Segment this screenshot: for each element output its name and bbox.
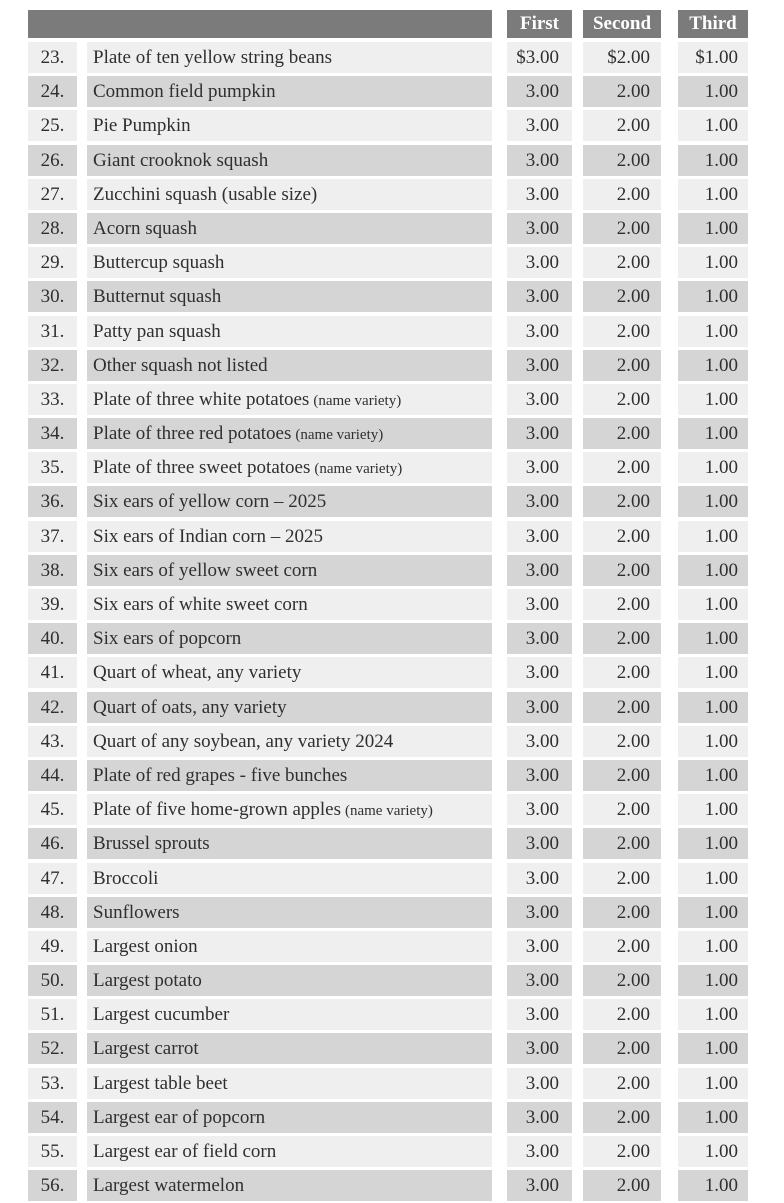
item-description-note: (name variety): [314, 461, 403, 478]
item-description-cell: [87, 350, 492, 381]
item-description-cell: [87, 247, 492, 278]
item-description-text: Plate of three red potatoes: [93, 423, 292, 445]
table-row: [28, 760, 748, 791]
first-prize-cell: 3.00: [507, 623, 572, 654]
first-prize-cell: 3.00: [507, 794, 572, 825]
row-number-cell: 50.: [28, 965, 77, 996]
row-number-cell: 38.: [28, 555, 77, 586]
item-description-cell: [87, 110, 492, 141]
item-description-text: Plate of red grapes - five bunches: [93, 764, 348, 786]
second-prize-cell: 2.00: [583, 486, 661, 517]
item-description-cell: [87, 794, 492, 825]
item-description-text: Plate of ten yellow string beans: [93, 47, 333, 68]
row-number-cell: 40.: [28, 623, 77, 654]
item-description-cell: [87, 145, 492, 176]
second-prize-cell: 2.00: [583, 623, 661, 654]
second-prize-cell: 2.00: [583, 316, 661, 347]
third-prize-cell: 1.00: [678, 1170, 748, 1201]
item-description-text: Broccoli: [93, 867, 159, 889]
table-row: [28, 1102, 748, 1133]
third-prize-cell: 1.00: [678, 486, 748, 517]
first-prize-cell: 3.00: [507, 897, 572, 928]
first-prize-cell: 3.00: [507, 999, 572, 1030]
second-prize-cell: $2.00: [583, 42, 661, 73]
item-description-text: Butternut squash: [93, 286, 222, 308]
row-number-cell: 52.: [28, 1033, 77, 1064]
second-prize-cell: 2.00: [583, 384, 661, 415]
item-description-cell: [87, 452, 492, 483]
first-prize-cell: 3.00: [507, 1033, 572, 1064]
row-number-cell: 36.: [28, 486, 77, 517]
second-prize-cell: 2.00: [583, 110, 661, 141]
table-row: [28, 179, 748, 210]
third-prize-cell: 1.00: [678, 350, 748, 381]
item-description-text: Six ears of popcorn: [93, 628, 242, 650]
third-prize-cell: 1.00: [678, 1102, 748, 1133]
third-prize-cell: 1.00: [678, 179, 748, 210]
table-row: [28, 931, 748, 962]
second-prize-cell: 2.00: [583, 213, 661, 244]
first-prize-cell: 3.00: [507, 965, 572, 996]
first-prize-cell: 3.00: [507, 418, 572, 449]
table-row: [28, 316, 748, 347]
third-prize-cell: 1.00: [678, 521, 748, 552]
table-row: [28, 1068, 748, 1099]
third-prize-cell: 1.00: [678, 965, 748, 996]
table-row: [28, 692, 748, 723]
third-prize-cell: 1.00: [678, 1068, 748, 1099]
row-number-cell: 27.: [28, 179, 77, 210]
second-prize-cell: 2.00: [583, 555, 661, 586]
second-prize-cell: 2.00: [583, 931, 661, 962]
row-number-cell: 34.: [28, 418, 77, 449]
first-prize-cell: 3.00: [507, 521, 572, 552]
item-description-cell: [87, 692, 492, 723]
third-prize-cell: 1.00: [678, 1136, 748, 1167]
second-prize-cell: 2.00: [583, 76, 661, 107]
table-row: [28, 145, 748, 176]
item-description-text: Largest ear of popcorn: [93, 1106, 266, 1128]
item-description-text: Plate of five home-grown apples: [93, 799, 341, 821]
item-description-note: (name variety): [295, 427, 384, 444]
item-description-note: (name variety): [313, 392, 402, 409]
third-prize-cell: 1.00: [678, 828, 748, 859]
table-row: [28, 657, 748, 688]
second-prize-cell: 2.00: [583, 657, 661, 688]
table-row: [28, 1136, 748, 1167]
first-prize-cell: 3.00: [507, 110, 572, 141]
first-prize-cell: 3.00: [507, 247, 572, 278]
table-body: [28, 42, 748, 1201]
second-prize-cell: 2.00: [583, 521, 661, 552]
second-prize-cell: 2.00: [583, 1170, 661, 1201]
row-number-cell: 48.: [28, 897, 77, 928]
item-description-cell: [87, 281, 492, 312]
row-number-cell: 24.: [28, 76, 77, 107]
row-number-cell: 45.: [28, 794, 77, 825]
second-prize-cell: 2.00: [583, 350, 661, 381]
item-description-text: Largest onion: [93, 935, 198, 957]
row-number-cell: 33.: [28, 384, 77, 415]
header-spacer-cell: [28, 10, 492, 38]
second-prize-cell: 2.00: [583, 1068, 661, 1099]
item-description-cell: [87, 1068, 492, 1099]
item-description-cell: [87, 42, 492, 73]
item-description-cell: [87, 213, 492, 244]
row-number-cell: 32.: [28, 350, 77, 381]
item-description-text: Largest table beet: [93, 1072, 228, 1094]
item-description-text: Other squash not listed: [93, 354, 268, 376]
item-description-cell: [87, 521, 492, 552]
table-header-row: [28, 10, 748, 38]
table-row: [28, 726, 748, 757]
item-description-text: Brussel sprouts: [93, 833, 210, 855]
third-prize-cell: 1.00: [678, 145, 748, 176]
row-number-cell: 31.: [28, 316, 77, 347]
first-prize-cell: $3.00: [507, 42, 572, 73]
item-description-text: Buttercup squash: [93, 252, 225, 274]
row-number-cell: 49.: [28, 931, 77, 962]
table-row: [28, 999, 748, 1030]
item-description-note: (name variety): [344, 803, 433, 820]
item-description-cell: [87, 828, 492, 859]
third-prize-cell: 1.00: [678, 623, 748, 654]
table-row: [28, 281, 748, 312]
second-prize-cell: 2.00: [583, 1033, 661, 1064]
item-description-cell: [87, 726, 492, 757]
third-prize-cell: 1.00: [678, 863, 748, 894]
item-description-text: Largest watermelon: [93, 1175, 245, 1197]
first-prize-cell: 3.00: [507, 1068, 572, 1099]
second-prize-cell: 2.00: [583, 692, 661, 723]
row-number-cell: 56.: [28, 1170, 77, 1201]
item-description-cell: [87, 931, 492, 962]
item-description-cell: [87, 384, 492, 415]
table-row: [28, 623, 748, 654]
table-row: [28, 828, 748, 859]
first-prize-cell: 3.00: [507, 692, 572, 723]
third-prize-cell: 1.00: [678, 316, 748, 347]
row-number-cell: 41.: [28, 657, 77, 688]
item-description-cell: [87, 316, 492, 347]
table-row: [28, 1170, 748, 1201]
table-row: [28, 76, 748, 107]
item-description-cell: [87, 897, 492, 928]
row-number-cell: 23.: [28, 42, 77, 73]
third-prize-cell: 1.00: [678, 452, 748, 483]
second-prize-cell: 2.00: [583, 281, 661, 312]
third-prize-cell: 1.00: [678, 555, 748, 586]
item-description-cell: [87, 623, 492, 654]
row-number-cell: 37.: [28, 521, 77, 552]
third-prize-cell: 1.00: [678, 1033, 748, 1064]
item-description-cell: [87, 863, 492, 894]
third-prize-cell: 1.00: [678, 281, 748, 312]
third-prize-cell: $1.00: [678, 42, 748, 73]
item-description-text: Largest carrot: [93, 1038, 199, 1060]
second-prize-cell: 2.00: [583, 179, 661, 210]
row-number-cell: 35.: [28, 452, 77, 483]
row-number-cell: 30.: [28, 281, 77, 312]
table-row: [28, 384, 748, 415]
item-description-text: Giant crooknok squash: [93, 149, 269, 171]
item-description-cell: [87, 589, 492, 620]
table-row: [28, 213, 748, 244]
third-prize-cell: 1.00: [678, 692, 748, 723]
row-number-cell: 44.: [28, 760, 77, 791]
item-description-cell: [87, 1136, 492, 1167]
table-row: [28, 247, 748, 278]
first-prize-cell: 3.00: [507, 1136, 572, 1167]
first-prize-cell: 3.00: [507, 828, 572, 859]
item-description-cell: [87, 657, 492, 688]
table-row: [28, 521, 748, 552]
third-prize-cell: 1.00: [678, 897, 748, 928]
first-prize-cell: 3.00: [507, 1170, 572, 1201]
item-description-cell: [87, 1102, 492, 1133]
item-description-text: Quart of wheat, any variety: [93, 662, 302, 684]
item-description-text: Common field pumpkin: [93, 81, 276, 103]
first-prize-cell: 3.00: [507, 1102, 572, 1133]
second-prize-cell: 2.00: [583, 863, 661, 894]
item-description-cell: [87, 418, 492, 449]
item-description-text: Plate of three white potatoes: [93, 388, 310, 410]
second-prize-cell: 2.00: [583, 965, 661, 996]
first-prize-cell: 3.00: [507, 555, 572, 586]
item-description-text: Quart of any soybean, any variety 2024: [93, 730, 394, 752]
third-prize-cell: 1.00: [678, 213, 748, 244]
row-number-cell: 28.: [28, 213, 77, 244]
table-row: [28, 589, 748, 620]
row-number-cell: 43.: [28, 726, 77, 757]
third-prize-cell: 1.00: [678, 794, 748, 825]
table-row: [28, 1033, 748, 1064]
table-row: [28, 555, 748, 586]
first-prize-cell: 3.00: [507, 350, 572, 381]
item-description-cell: [87, 1170, 492, 1201]
item-description-text: Largest potato: [93, 970, 202, 992]
second-prize-cell: 2.00: [583, 999, 661, 1030]
row-number-cell: 26.: [28, 145, 77, 176]
third-prize-cell: 1.00: [678, 110, 748, 141]
item-description-cell: [87, 760, 492, 791]
table-row: [28, 863, 748, 894]
table-row: [28, 897, 748, 928]
item-description-text: Six ears of yellow sweet corn: [93, 559, 318, 581]
third-prize-cell: 1.00: [678, 726, 748, 757]
first-prize-cell: 3.00: [507, 657, 572, 688]
header-cell-third: Third: [678, 10, 748, 38]
item-description-text: Plate of three sweet potatoes: [93, 457, 311, 479]
item-description-text: Zucchini squash (usable size): [93, 183, 318, 205]
row-number-cell: 55.: [28, 1136, 77, 1167]
table-row: [28, 42, 748, 73]
item-description-cell: [87, 965, 492, 996]
third-prize-cell: 1.00: [678, 999, 748, 1030]
item-description-text: Patty pan squash: [93, 320, 221, 342]
item-description-text: Six ears of yellow corn – 2025: [93, 491, 327, 513]
first-prize-cell: 3.00: [507, 452, 572, 483]
item-description-text: Quart of oats, any variety: [93, 696, 287, 718]
row-number-cell: 29.: [28, 247, 77, 278]
third-prize-cell: 1.00: [678, 247, 748, 278]
third-prize-cell: 1.00: [678, 657, 748, 688]
row-number-cell: 53.: [28, 1068, 77, 1099]
second-prize-cell: 2.00: [583, 145, 661, 176]
third-prize-cell: 1.00: [678, 76, 748, 107]
third-prize-cell: 1.00: [678, 931, 748, 962]
table-row: [28, 452, 748, 483]
second-prize-cell: 2.00: [583, 418, 661, 449]
first-prize-cell: 3.00: [507, 726, 572, 757]
item-description-text: Six ears of white sweet corn: [93, 594, 308, 615]
row-number-cell: 46.: [28, 828, 77, 859]
item-description-text: Largest ear of field corn: [93, 1141, 277, 1162]
first-prize-cell: 3.00: [507, 281, 572, 312]
second-prize-cell: 2.00: [583, 726, 661, 757]
item-description-text: Acorn squash: [93, 217, 197, 239]
third-prize-cell: 1.00: [678, 384, 748, 415]
first-prize-cell: 3.00: [507, 589, 572, 620]
row-number-cell: 39.: [28, 589, 77, 620]
third-prize-cell: 1.00: [678, 760, 748, 791]
first-prize-cell: 3.00: [507, 316, 572, 347]
row-number-cell: 54.: [28, 1102, 77, 1133]
second-prize-cell: 2.00: [583, 247, 661, 278]
third-prize-cell: 1.00: [678, 418, 748, 449]
header-cell-second: Second: [583, 10, 661, 38]
item-description-cell: [87, 555, 492, 586]
item-description-cell: [87, 76, 492, 107]
first-prize-cell: 3.00: [507, 760, 572, 791]
row-number-cell: 42.: [28, 692, 77, 723]
second-prize-cell: 2.00: [583, 828, 661, 859]
first-prize-cell: 3.00: [507, 931, 572, 962]
second-prize-cell: 2.00: [583, 452, 661, 483]
first-prize-cell: 3.00: [507, 179, 572, 210]
table-row: [28, 110, 748, 141]
item-description-cell: [87, 1033, 492, 1064]
table-row: [28, 965, 748, 996]
third-prize-cell: 1.00: [678, 589, 748, 620]
item-description-cell: [87, 179, 492, 210]
first-prize-cell: 3.00: [507, 145, 572, 176]
second-prize-cell: 2.00: [583, 589, 661, 620]
row-number-cell: 25.: [28, 110, 77, 141]
item-description-text: Largest cucumber: [93, 1004, 230, 1026]
first-prize-cell: 3.00: [507, 486, 572, 517]
second-prize-cell: 2.00: [583, 897, 661, 928]
table-row: [28, 794, 748, 825]
premium-table: [28, 10, 748, 1203]
table-row: [28, 350, 748, 381]
row-number-cell: 51.: [28, 999, 77, 1030]
first-prize-cell: 3.00: [507, 76, 572, 107]
item-description-cell: [87, 486, 492, 517]
second-prize-cell: 2.00: [583, 760, 661, 791]
row-number-cell: 47.: [28, 863, 77, 894]
second-prize-cell: 2.00: [583, 1102, 661, 1133]
item-description-cell: [87, 999, 492, 1030]
first-prize-cell: 3.00: [507, 213, 572, 244]
second-prize-cell: 2.00: [583, 794, 661, 825]
item-description-text: Sunflowers: [93, 901, 180, 923]
first-prize-cell: 3.00: [507, 384, 572, 415]
header-cell-first: First: [507, 10, 572, 38]
item-description-text: Six ears of Indian corn – 2025: [93, 525, 324, 547]
table-row: [28, 418, 748, 449]
second-prize-cell: 2.00: [583, 1136, 661, 1167]
item-description-text: Pie Pumpkin: [93, 115, 191, 137]
first-prize-cell: 3.00: [507, 863, 572, 894]
table-row: [28, 486, 748, 517]
